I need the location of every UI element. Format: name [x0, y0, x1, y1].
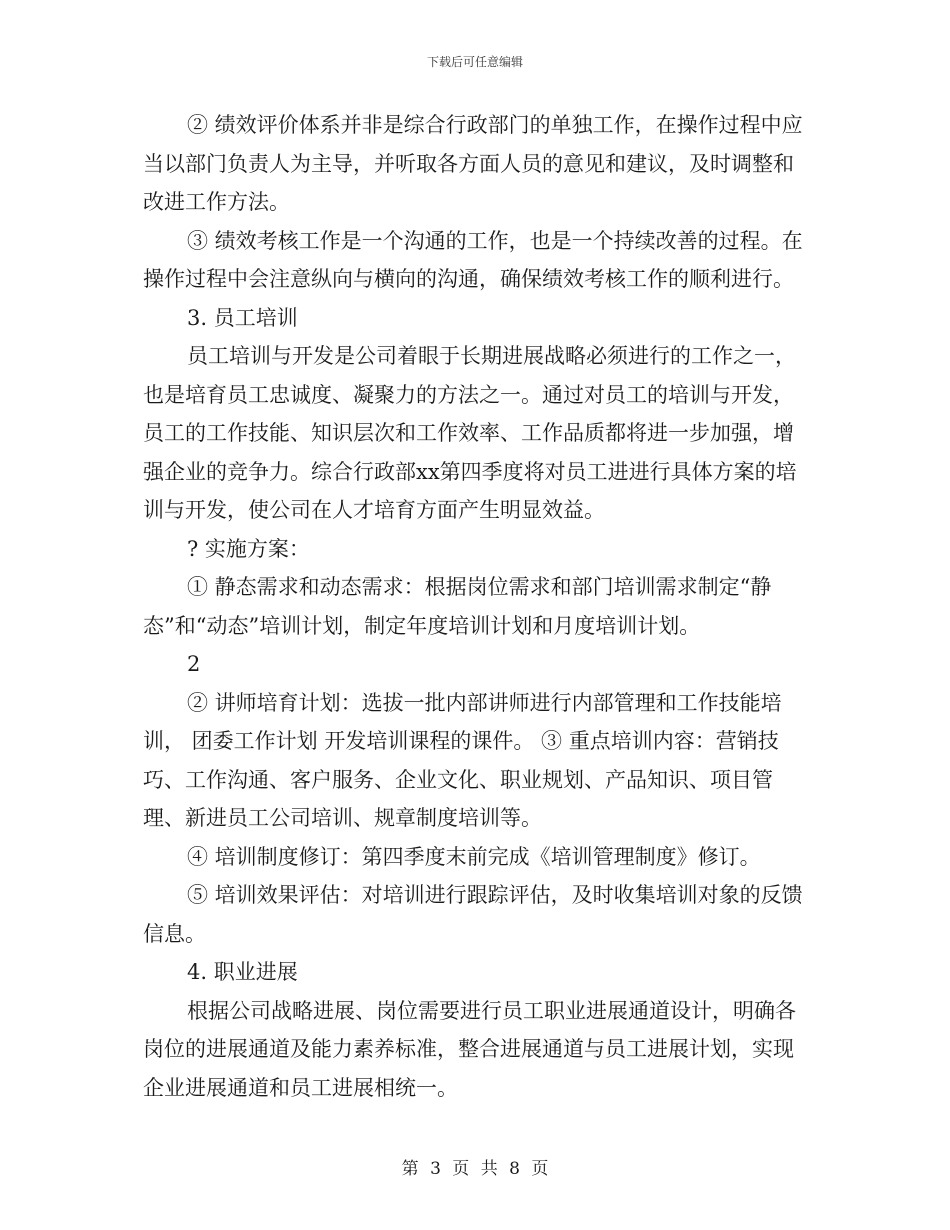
paragraph: ② 讲师培育计划：选拔一批内部讲师进行内部管理和工作技能培训， 团委工作计划 开发培训课程的课件。 ③ 重点培训内容：营销技巧、工作沟通、客户服务、企业文化、职业规划、产品知识、项目管理、新进员工公司培训、规章制度培训等。 [143, 690, 782, 830]
paragraph: 员工培训与开发是公司着眼于长期进展战略必须进行的工作之一，也是培育员工忠诚度、凝聚力的方法之一。通过对员工的培训与开发，员工的工作技能、知识层次和工作效率、工作品质都将进一步加强，增强企业的竞争力。综合行政部xx第四季度将对员工进进行具体方案的培训与开发，使公司在人才培育方面产生明显效益。 [143, 344, 797, 522]
paragraph: ② 绩效评价体系并非是综合行政部门的单独工作，在操作过程中应当以部门负责人为主导，并听取各方面人员的意见和建议，及时调整和改进工作方法。 [143, 113, 803, 214]
stray-number: 2 [187, 652, 201, 676]
document-body [143, 106, 813, 1107]
paragraph: ① 静态需求和动态需求：根据岗位需求和部门培训需求制定“静态”和“动态”培训计划，制定年度培训计划和月度培训计划。 [143, 575, 772, 638]
paragraph: ③ 绩效考核工作是一个沟通的工作，也是一个持续改善的过程。在操作过程中会注意纵向与横向的沟通，确保绩效考核工作的顺利进行。 [143, 228, 803, 291]
paragraph: 根据公司战略进展、岗位需要进行员工职业进展通道设计，明确各岗位的进展通道及能力素养标准，整合进展通道与员工进展计划，实现企业进展通道和员工进展相统一。 [143, 998, 796, 1100]
section-heading: 3. 员工培训 [187, 305, 298, 330]
paragraph: ⑤ 培训效果评估：对培训进行跟踪评估，及时收集培训对象的反馈信息。 [143, 883, 803, 946]
section-heading: 4. 职业进展 [187, 960, 298, 984]
paragraph: ④ 培训制度修订：第四季度末前完成《培训管理制度》修订。 [187, 844, 761, 869]
subheading: ? 实施方案： [187, 536, 310, 561]
page-footer: 第 3 页 共 8 页 [401, 1159, 549, 1179]
page-header: 下载后可任意编辑 [426, 55, 523, 69]
